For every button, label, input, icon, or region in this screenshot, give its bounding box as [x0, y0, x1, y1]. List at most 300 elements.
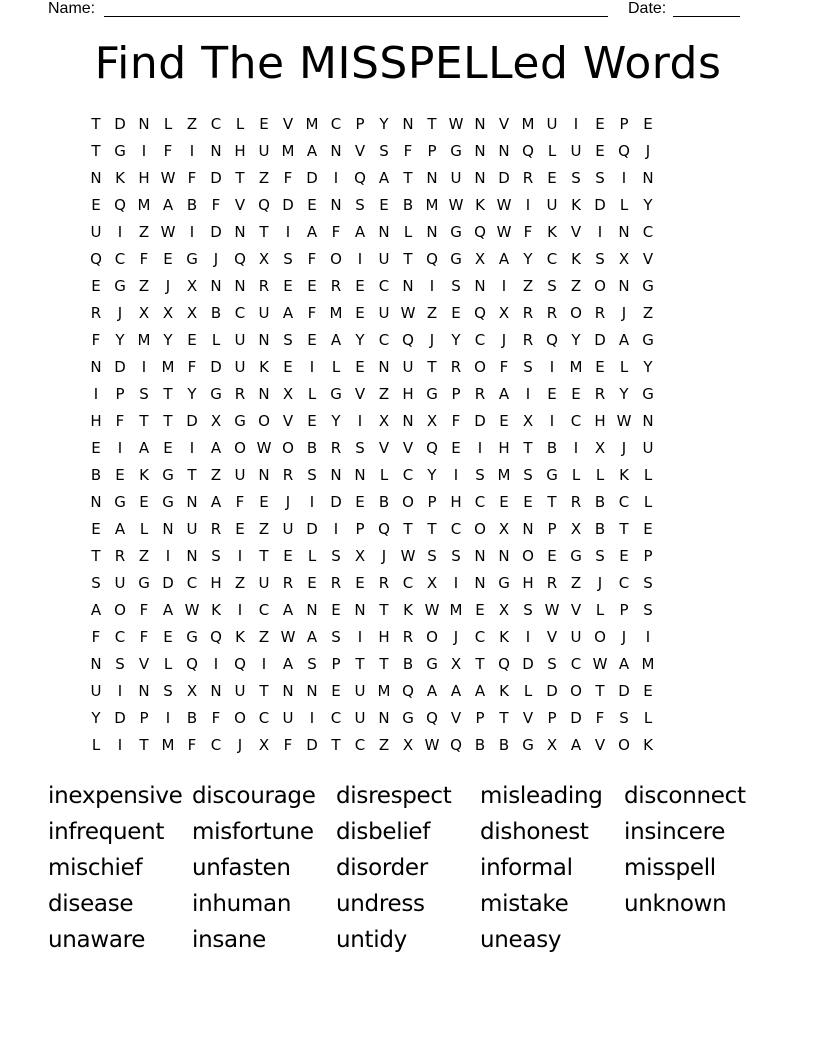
grid-letter: E [163, 250, 173, 268]
grid-letter: A [330, 331, 342, 349]
grid-letter: F [523, 223, 533, 241]
grid-letter: S [307, 466, 317, 484]
grid-letter: Y [643, 358, 653, 376]
grid-letter: G [522, 736, 534, 754]
word-list-item: untidy [336, 927, 407, 953]
grid-row [84, 408, 732, 435]
grid-letter: I [645, 628, 651, 646]
grid-letter: V [570, 223, 582, 241]
grid-letter: H [522, 574, 534, 592]
grid-letter: T [595, 682, 605, 700]
grid-letter: L [619, 358, 629, 376]
grid-letter: I [117, 223, 123, 241]
grid-letter: E [451, 439, 461, 457]
word-list-item: disconnect [624, 783, 746, 809]
grid-letter: E [283, 358, 293, 376]
grid-letter: I [285, 223, 291, 241]
grid-letter: L [91, 736, 101, 754]
grid-letter: R [594, 304, 606, 322]
grid-letter: N [498, 547, 510, 565]
grid-letter: B [186, 196, 198, 214]
grid-letter: Z [642, 304, 654, 322]
grid-letter: N [426, 223, 438, 241]
grid-letter: I [141, 142, 147, 160]
grid-row [84, 381, 732, 408]
grid-letter: Z [570, 574, 582, 592]
grid-letter: W [448, 115, 464, 133]
grid-letter: N [210, 682, 222, 700]
grid-letter: O [474, 520, 486, 538]
grid-letter: Y [427, 466, 437, 484]
grid-letter: G [114, 142, 126, 160]
grid-letter: B [402, 196, 414, 214]
grid-letter: W [448, 196, 464, 214]
grid-letter: L [211, 331, 221, 349]
grid-letter: S [547, 655, 557, 673]
grid-letter: V [642, 250, 654, 268]
grid-letter: E [595, 115, 605, 133]
grid-letter: S [595, 547, 605, 565]
grid-letter: T [403, 250, 413, 268]
grid-letter: X [426, 412, 438, 430]
grid-letter: G [546, 466, 558, 484]
grid-letter: Z [258, 169, 270, 187]
grid-letter: V [570, 601, 582, 619]
grid-letter: A [282, 655, 294, 673]
grid-letter: J [597, 574, 603, 592]
grid-letter: B [594, 493, 606, 511]
grid-letter: T [139, 736, 149, 754]
grid-letter: N [354, 466, 366, 484]
grid-letter: N [474, 574, 486, 592]
grid-letter: I [525, 196, 531, 214]
word-list-item: unaware [48, 927, 146, 953]
grid-letter: E [547, 169, 557, 187]
grid-letter: O [618, 736, 630, 754]
grid-letter: L [403, 223, 413, 241]
grid-row [84, 651, 732, 678]
grid-letter: E [355, 493, 365, 511]
grid-letter: V [138, 655, 150, 673]
grid-letter: G [642, 385, 654, 403]
grid-letter: D [210, 223, 222, 241]
grid-letter: H [402, 385, 414, 403]
grid-letter: L [139, 520, 149, 538]
grid-letter: Q [426, 439, 438, 457]
grid-letter: S [355, 196, 365, 214]
grid-letter: N [474, 115, 486, 133]
word-list-item: insane [192, 927, 266, 953]
grid-letter: T [499, 709, 509, 727]
grid-letter: I [213, 655, 219, 673]
grid-letter: E [235, 520, 245, 538]
grid-letter: P [355, 115, 365, 133]
grid-letter: G [450, 250, 462, 268]
grid-letter: I [477, 439, 483, 457]
grid-letter: X [570, 520, 582, 538]
grid-letter: A [354, 223, 366, 241]
grid-letter: P [451, 385, 461, 403]
grid-letter: D [570, 709, 582, 727]
grid-letter: D [498, 169, 510, 187]
grid-letter: B [210, 304, 222, 322]
grid-letter: V [282, 115, 294, 133]
grid-letter: U [378, 304, 390, 322]
grid-letter: E [643, 115, 653, 133]
grid-letter: C [642, 223, 654, 241]
grid-letter: I [549, 412, 555, 430]
grid-letter: X [498, 601, 510, 619]
grid-letter: R [522, 304, 534, 322]
grid-letter: F [499, 358, 509, 376]
grid-letter: Q [474, 304, 486, 322]
grid-letter: E [283, 277, 293, 295]
word-list-item: discourage [192, 783, 316, 809]
grid-letter: E [259, 493, 269, 511]
grid-letter: W [496, 196, 512, 214]
grid-letter: K [115, 169, 125, 187]
grid-letter: N [522, 520, 534, 538]
grid-letter: S [643, 574, 653, 592]
grid-row [84, 489, 732, 516]
grid-letter: Q [114, 196, 126, 214]
grid-letter: T [139, 412, 149, 430]
grid-letter: E [307, 574, 317, 592]
grid-letter: G [570, 547, 582, 565]
grid-letter: E [91, 439, 101, 457]
grid-letter: J [213, 250, 219, 268]
grid-letter: Q [186, 655, 198, 673]
grid-letter: M [377, 682, 391, 700]
grid-letter: E [139, 493, 149, 511]
grid-letter: S [547, 277, 557, 295]
grid-letter: T [163, 412, 173, 430]
word-list-item: disease [48, 891, 134, 917]
grid-letter: B [546, 439, 558, 457]
grid-letter: Z [186, 115, 198, 133]
grid-letter: L [523, 682, 533, 700]
grid-letter: R [522, 169, 534, 187]
grid-letter: O [594, 277, 606, 295]
grid-letter: S [211, 547, 221, 565]
grid-letter: C [114, 250, 126, 268]
grid-letter: R [114, 547, 126, 565]
grid-letter: F [115, 412, 125, 430]
grid-letter: R [450, 358, 462, 376]
grid-letter: P [115, 385, 125, 403]
grid-letter: K [619, 466, 629, 484]
grid-letter: S [331, 547, 341, 565]
grid-letter: A [450, 682, 462, 700]
grid-letter: N [210, 142, 222, 160]
grid-row [84, 165, 732, 192]
grid-letter: N [330, 466, 342, 484]
grid-letter: N [258, 466, 270, 484]
grid-letter: K [547, 223, 557, 241]
grid-letter: N [186, 547, 198, 565]
grid-letter: S [451, 277, 461, 295]
grid-letter: R [570, 493, 582, 511]
word-list-item: infrequent [48, 819, 165, 845]
grid-letter: F [403, 142, 413, 160]
grid-letter: X [498, 520, 510, 538]
grid-letter: C [402, 466, 414, 484]
grid-letter: A [498, 250, 510, 268]
grid-letter: E [547, 547, 557, 565]
grid-letter: Q [618, 142, 630, 160]
grid-letter: E [355, 574, 365, 592]
grid-letter: F [283, 736, 293, 754]
grid-letter: I [429, 277, 435, 295]
grid-letter: V [378, 439, 390, 457]
grid-letter: Y [91, 709, 101, 727]
grid-letter: N [642, 412, 654, 430]
grid-letter: Q [258, 196, 270, 214]
grid-letter: I [117, 736, 123, 754]
grid-letter: M [281, 142, 295, 160]
letter-grid [84, 111, 732, 759]
grid-letter: X [474, 250, 486, 268]
word-list-item: disbelief [336, 819, 431, 845]
grid-letter: N [474, 169, 486, 187]
grid-letter: C [474, 331, 486, 349]
grid-letter: Y [115, 331, 125, 349]
grid-letter: W [544, 601, 560, 619]
grid-row [84, 543, 732, 570]
grid-letter: C [618, 574, 630, 592]
grid-letter: S [379, 142, 389, 160]
grid-letter: M [137, 331, 151, 349]
grid-letter: N [186, 493, 198, 511]
grid-letter: E [307, 412, 317, 430]
grid-row [84, 705, 732, 732]
grid-letter: Q [402, 682, 414, 700]
grid-letter: O [594, 628, 606, 646]
grid-letter: X [378, 412, 390, 430]
grid-letter: R [234, 385, 246, 403]
grid-letter: O [570, 304, 582, 322]
word-list-item: undress [336, 891, 425, 917]
grid-letter: K [499, 682, 509, 700]
grid-letter: Q [354, 169, 366, 187]
grid-letter: Z [258, 520, 270, 538]
grid-letter: C [378, 331, 390, 349]
grid-letter: W [592, 655, 608, 673]
grid-letter: N [330, 142, 342, 160]
grid-letter: N [642, 169, 654, 187]
grid-letter: X [426, 574, 438, 592]
grid-letter: W [160, 169, 176, 187]
grid-letter: Y [643, 196, 653, 214]
grid-letter: T [91, 115, 101, 133]
grid-letter: X [186, 304, 198, 322]
grid-letter: M [569, 358, 583, 376]
grid-letter: S [163, 682, 173, 700]
grid-letter: O [282, 439, 294, 457]
grid-letter: L [163, 655, 173, 673]
word-list-item: misspell [624, 855, 716, 881]
grid-letter: X [258, 736, 270, 754]
grid-letter: E [307, 196, 317, 214]
grid-letter: J [501, 331, 507, 349]
grid-letter: X [186, 682, 198, 700]
grid-letter: Y [331, 412, 341, 430]
grid-letter: V [546, 628, 558, 646]
grid-letter: G [642, 331, 654, 349]
word-list [48, 780, 768, 960]
grid-letter: E [91, 196, 101, 214]
grid-letter: E [307, 277, 317, 295]
grid-letter: V [354, 142, 366, 160]
grid-letter: B [498, 736, 510, 754]
grid-letter: K [259, 358, 269, 376]
grid-letter: J [165, 277, 171, 295]
grid-letter: X [618, 250, 630, 268]
grid-letter: E [355, 358, 365, 376]
grid-letter: T [547, 493, 557, 511]
grid-letter: Q [378, 520, 390, 538]
grid-letter: G [234, 412, 246, 430]
grid-letter: P [475, 709, 485, 727]
grid-letter: A [210, 493, 222, 511]
grid-letter: G [450, 142, 462, 160]
grid-letter: F [307, 250, 317, 268]
grid-letter: T [259, 223, 269, 241]
grid-letter: X [258, 250, 270, 268]
grid-letter: B [378, 493, 390, 511]
grid-letter: S [571, 169, 581, 187]
grid-letter: B [90, 466, 102, 484]
grid-row [84, 732, 732, 759]
grid-letter: D [330, 493, 342, 511]
grid-letter: T [91, 142, 101, 160]
grid-letter: M [425, 196, 439, 214]
grid-letter: N [378, 223, 390, 241]
grid-letter: M [137, 196, 151, 214]
grid-letter: E [523, 493, 533, 511]
grid-letter: G [498, 574, 510, 592]
grid-letter: R [522, 331, 534, 349]
grid-letter: R [546, 304, 558, 322]
grid-letter: G [402, 709, 414, 727]
grid-row [84, 462, 732, 489]
grid-letter: R [330, 574, 342, 592]
grid-letter: P [619, 601, 629, 619]
grid-letter: U [450, 169, 462, 187]
grid-letter: H [450, 493, 462, 511]
grid-letter: M [521, 115, 535, 133]
grid-letter: T [163, 385, 173, 403]
grid-letter: C [186, 574, 198, 592]
grid-letter: T [259, 682, 269, 700]
grid-letter: X [594, 439, 606, 457]
grid-letter: E [451, 304, 461, 322]
grid-letter: E [187, 331, 197, 349]
grid-letter: E [547, 385, 557, 403]
grid-letter: H [210, 574, 222, 592]
grid-letter: W [400, 304, 416, 322]
grid-letter: N [282, 682, 294, 700]
grid-letter: Y [571, 331, 581, 349]
grid-letter: X [210, 412, 222, 430]
grid-letter: W [400, 547, 416, 565]
grid-row [84, 327, 732, 354]
grid-letter: C [354, 736, 366, 754]
grid-letter: F [451, 412, 461, 430]
grid-letter: F [187, 358, 197, 376]
grid-letter: A [498, 385, 510, 403]
word-list-item: misfortune [192, 819, 314, 845]
grid-letter: I [117, 682, 123, 700]
grid-letter: F [283, 169, 293, 187]
grid-letter: C [258, 709, 270, 727]
grid-row [84, 570, 732, 597]
grid-letter: J [237, 736, 243, 754]
grid-letter: X [402, 736, 414, 754]
grid-letter: N [402, 412, 414, 430]
grid-letter: L [307, 547, 317, 565]
grid-letter: S [283, 331, 293, 349]
grid-letter: T [475, 655, 485, 673]
grid-letter: L [235, 115, 245, 133]
grid-letter: N [618, 277, 630, 295]
grid-letter: N [138, 115, 150, 133]
grid-letter: O [570, 682, 582, 700]
grid-letter: L [163, 115, 173, 133]
grid-letter: Y [523, 250, 533, 268]
grid-letter: O [258, 412, 270, 430]
grid-letter: D [186, 412, 198, 430]
grid-letter: U [354, 709, 366, 727]
grid-letter: N [90, 169, 102, 187]
grid-letter: D [618, 682, 630, 700]
grid-letter: P [619, 115, 629, 133]
grid-letter: F [331, 223, 341, 241]
grid-letter: O [330, 250, 342, 268]
grid-letter: V [522, 709, 534, 727]
grid-row [84, 273, 732, 300]
grid-letter: L [643, 709, 653, 727]
grid-letter: U [186, 520, 198, 538]
grid-letter: A [282, 304, 294, 322]
grid-letter: U [234, 466, 246, 484]
grid-letter: U [354, 682, 366, 700]
grid-letter: H [90, 412, 102, 430]
grid-letter: X [162, 304, 174, 322]
grid-letter: U [234, 358, 246, 376]
grid-letter: R [258, 277, 270, 295]
grid-letter: D [282, 196, 294, 214]
grid-letter: S [283, 250, 293, 268]
grid-letter: I [453, 574, 459, 592]
grid-letter: I [309, 493, 315, 511]
word-list-item: disorder [336, 855, 428, 881]
grid-letter: U [90, 223, 102, 241]
word-list-item: unknown [624, 891, 727, 917]
grid-row [84, 246, 732, 273]
grid-letter: N [90, 358, 102, 376]
grid-letter: W [256, 439, 272, 457]
grid-row [84, 678, 732, 705]
grid-letter: F [235, 493, 245, 511]
grid-letter: T [523, 439, 533, 457]
grid-letter: P [547, 520, 557, 538]
word-list-item: uneasy [480, 927, 562, 953]
grid-letter: G [210, 385, 222, 403]
grid-letter: U [642, 439, 654, 457]
grid-letter: J [621, 628, 627, 646]
grid-letter: E [499, 412, 509, 430]
